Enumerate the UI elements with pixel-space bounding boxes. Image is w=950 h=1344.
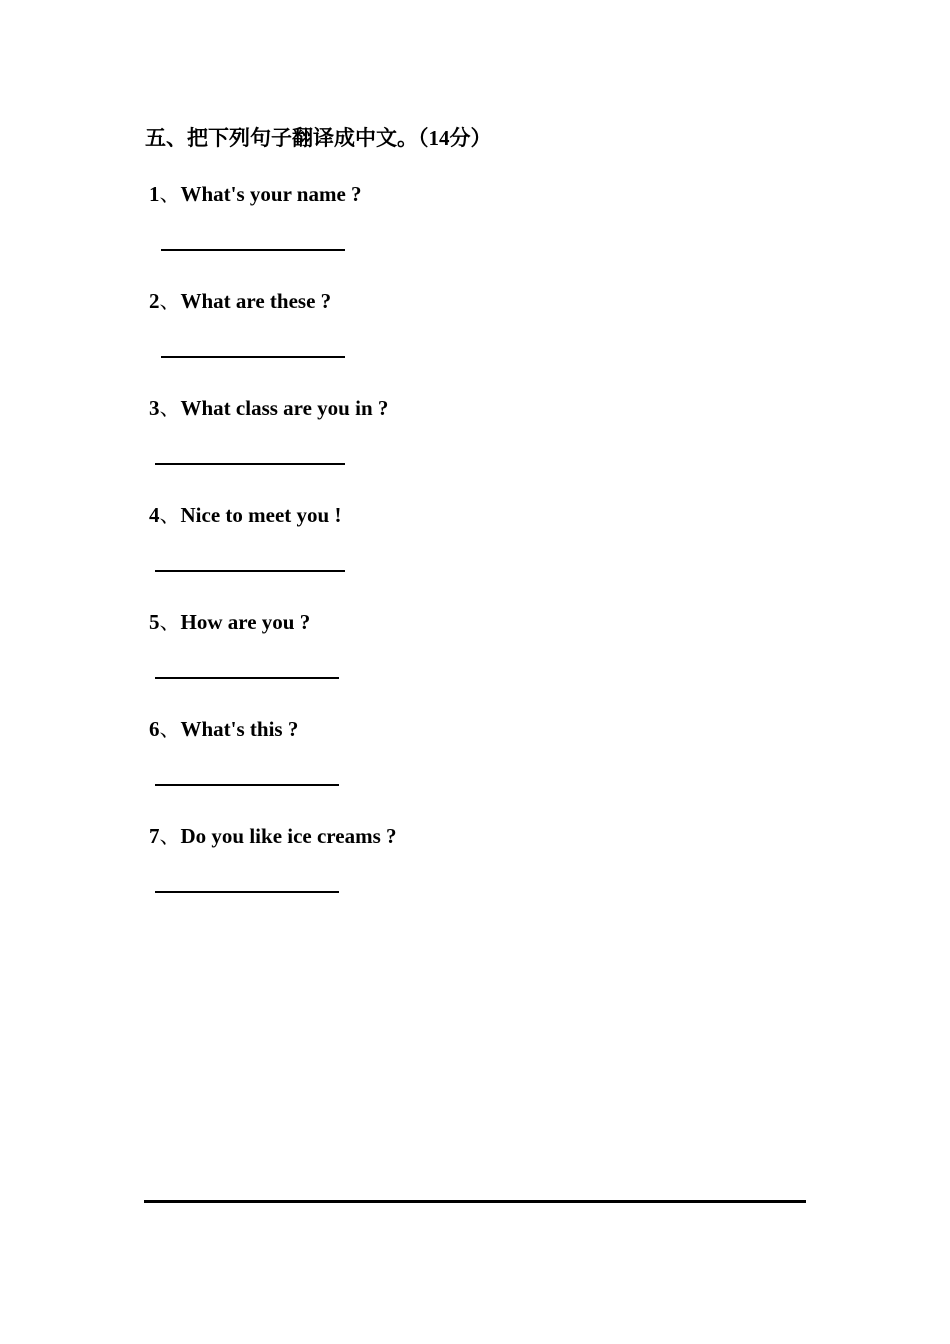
answer-line-2[interactable] (161, 356, 345, 358)
question-number: 6 (149, 717, 160, 741)
question-separator: 、 (159, 396, 181, 420)
answer-line-7[interactable] (155, 891, 339, 893)
question-number: 3 (149, 396, 160, 420)
question-separator: 、 (159, 824, 181, 848)
question-separator: 、 (159, 610, 181, 634)
question-text: Nice to meet you ! (180, 503, 342, 527)
answer-line-4[interactable] (155, 570, 345, 572)
answer-line-5[interactable] (155, 677, 339, 679)
question-5 (149, 606, 310, 636)
question-4 (149, 499, 341, 529)
question-separator: 、 (159, 182, 181, 206)
question-separator: 、 (159, 503, 181, 527)
section-score-suffix: 分） (449, 126, 492, 150)
answer-line-6[interactable] (155, 784, 339, 786)
question-text: What class are you in ? (180, 396, 389, 420)
question-number: 2 (149, 289, 160, 313)
question-2 (149, 285, 331, 315)
answer-line-3[interactable] (155, 463, 345, 465)
question-text: What are these ? (180, 289, 332, 313)
answer-line-1[interactable] (161, 249, 345, 251)
question-text: How are you ? (180, 610, 311, 634)
question-text: What's this ? (180, 717, 299, 741)
question-number: 1 (149, 182, 160, 206)
question-separator: 、 (159, 717, 181, 741)
footer-divider (144, 1200, 806, 1203)
question-number: 4 (149, 503, 160, 527)
section-title (145, 122, 492, 152)
question-text: What's your name ? (180, 182, 362, 206)
question-text: Do you like ice creams ? (180, 824, 397, 848)
section-title-text: 五、把下列句子翻译成中文。（ (145, 126, 429, 150)
question-7 (149, 820, 397, 850)
question-number: 7 (149, 824, 160, 848)
question-1 (149, 178, 362, 208)
section-score: 14 (428, 126, 450, 150)
question-3 (149, 392, 388, 422)
question-number: 5 (149, 610, 160, 634)
question-6 (149, 713, 298, 743)
question-separator: 、 (159, 289, 181, 313)
